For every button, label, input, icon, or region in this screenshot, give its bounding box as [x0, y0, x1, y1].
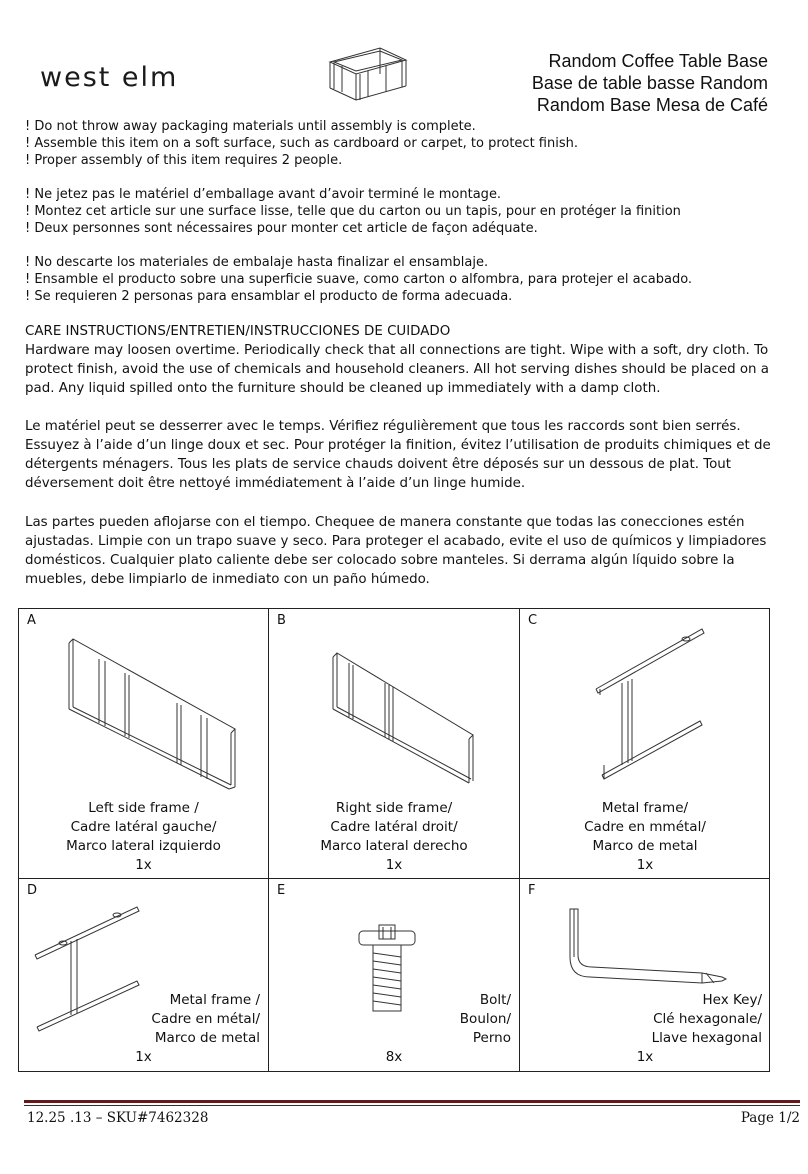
metal-frame-drawing: [31, 903, 143, 1043]
part-caption: Hex Key/ Clé hexagonale/ Llave hexagonal: [651, 992, 762, 1046]
part-caption: Right side frame/ Cadre latéral droit/ Marco lateral derecho 1x: [269, 799, 519, 875]
part-caption: Bolt/ Boulon/ Perno: [459, 992, 511, 1046]
part-quantity: 1x: [636, 1049, 654, 1065]
part-quantity: 1x: [135, 857, 152, 873]
part-letter: F: [528, 883, 536, 898]
part-letter: E: [277, 883, 286, 898]
warnings-es: [25, 254, 785, 305]
part-letter: D: [27, 883, 38, 898]
parts-grid: [18, 608, 770, 1072]
footer-date-sku: 12.25 .13 – SKU#7462328: [27, 1110, 209, 1126]
metal-frame-drawing: [592, 625, 708, 795]
warning-line: ! Deux personnes sont nécessaires pour monter cet article de façon adéquate.: [25, 221, 538, 236]
part-quantity: 8x: [385, 1049, 403, 1065]
table-base-thumbnail-icon: [326, 44, 410, 104]
warning-line: ! Se requieren 2 personas para ensamblar el producto de forma adecuada.: [25, 289, 513, 304]
part-quantity: 1x: [135, 1049, 152, 1065]
part-caption: Metal frame/ Cadre en mmétal/ Marco de metal 1x: [520, 799, 770, 875]
part-cell-c: [520, 609, 770, 878]
part-caption: Left side frame / Cadre latéral gauche/ Marco lateral izquierdo 1x: [19, 799, 268, 875]
footer-page-number: Page 1/2: [740, 1110, 800, 1126]
hex-key-drawing: [566, 905, 730, 987]
side-frame-drawing: [329, 647, 479, 787]
side-frame-drawing: [65, 631, 243, 791]
part-quantity: 1x: [385, 857, 403, 873]
part-cell-b: [269, 609, 519, 878]
part-cell-a: [19, 609, 268, 878]
footer-rule: [24, 1105, 800, 1106]
warnings-en: [25, 118, 785, 169]
product-titles: [532, 50, 768, 116]
warning-line: ! Proper assembly of this item requires 2 people.: [25, 153, 343, 168]
care-text-es: Las partes pueden aflojarse con el tiempo. Chequee de manera constante que todas las conecciones estén ajustadas. Limpie con un trapo suave y seco. Para proteger el acabado, evite el uso de químicos y limpiadores domésticos. Cualquier plato caliente debe ser colocado sobre manteles. Si derrama algún líquido sobre la muebles, debe limpiarlo de inmediato con un paño húmedo.: [25, 515, 767, 587]
part-quantity: 1x: [636, 857, 654, 873]
warning-line: ! Ensamble el producto sobre una superficie suave, como carton o alfombra, para protejer el acabado.: [25, 272, 693, 287]
part-letter: B: [277, 613, 286, 628]
warning-line: ! No descarte los materiales de embalaje hasta finalizar el ensamblaje.: [25, 255, 489, 270]
warning-line: ! Montez cet article sur une surface lisse, telle que du carton ou un tapis, pour en protéger la finition: [25, 204, 681, 219]
warnings-fr: [25, 186, 785, 237]
part-letter: A: [27, 613, 36, 628]
warning-line: ! Ne jetez pas le matériel d’emballage avant d’avoir terminé le montage.: [25, 187, 502, 202]
title-fr: Base de table basse Random: [531, 73, 768, 93]
care-text-fr: Le matériel peut se desserrer avec le temps. Vérifiez régulièrement que tous les raccords sont bien serrés. Essuyez à l’aide d’un linge doux et sec. Pour protéger la finition, évitez l’utilisation de produits chimiques et de détergents ménagers. Tous les plats de service chauds doivent être déposés sur un dessous de plat. Tout déversement doit être nettoyé immédiatement à l’aide d’un linge humide.: [25, 419, 771, 491]
title-es: Random Base Mesa de Café: [536, 95, 768, 115]
warning-line: ! Assemble this item on a soft surface, such as cardboard or carpet, to protect finish.: [25, 136, 578, 151]
brand-logo: west elm: [40, 62, 179, 93]
part-letter: C: [528, 613, 538, 628]
part-cell-e: [269, 879, 519, 1072]
care-en-block: [25, 322, 775, 398]
part-cell-d: [19, 879, 268, 1072]
warning-line: ! Do not throw away packaging materials until assembly is complete.: [25, 119, 476, 134]
title-en: Random Coffee Table Base: [548, 51, 768, 71]
part-caption: Metal frame / Cadre en métal/ Marco de metal: [151, 992, 260, 1046]
care-heading: CARE INSTRUCTIONS/ENTRETIEN/INSTRUCCIONES DE CUIDADO: [25, 324, 451, 339]
part-cell-f: [520, 879, 770, 1072]
care-text-en: Hardware may loosen overtime. Periodically check that all connections are tight. Wipe with a soft, dry cloth. To protect finish, avoid the use of chemicals and household cleaners. All hot serving dishes should be placed on a pad. Any liquid spilled onto the furniture should be cleaned up immediately with a damp cloth.: [25, 343, 769, 396]
footer-rule: [24, 1100, 800, 1103]
bolt-drawing: [355, 923, 419, 1015]
